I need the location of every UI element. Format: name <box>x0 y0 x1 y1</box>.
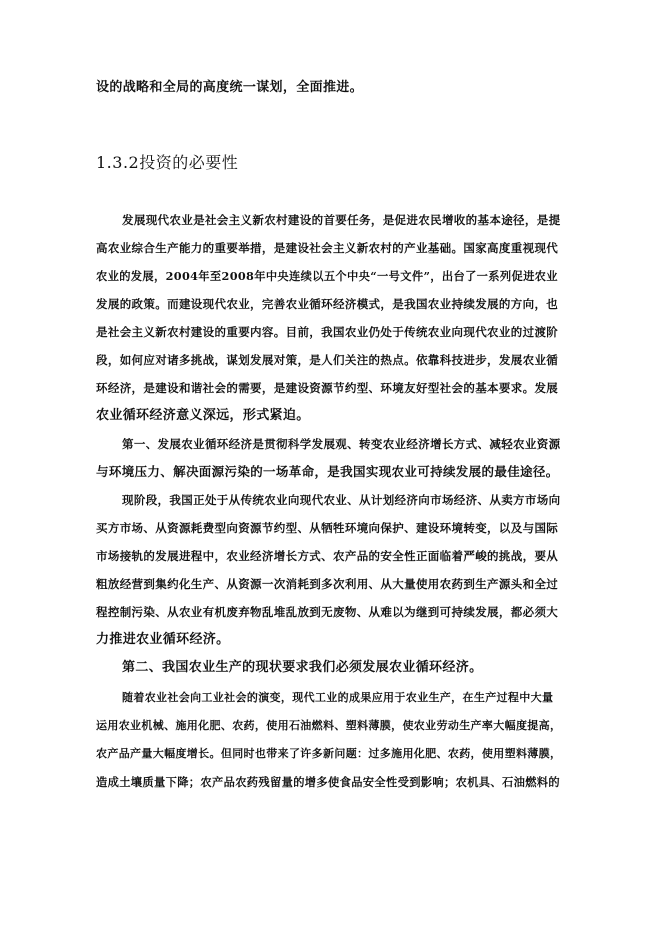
paragraph-line: 高农业综合生产能力的重要举措，是建设社会主义新农村的产业基础。国家高度重视现代 <box>96 241 559 255</box>
paragraph-line: 程控制污染、从农业有机废弃物乱堆乱放到无废物、从难以为继到可持续发展，都必须大 <box>96 605 559 619</box>
paragraph-line: 段，如何应对诸多挑战，谋划发展对策，是人们关注的热点。依靠科技进步，发展农业循 <box>96 353 559 367</box>
paragraph-line: 第二、我国农业生产的现状要求我们必须发展农业循环经济。 <box>122 660 483 675</box>
paragraph-line: 造成土壤质量下降；农产品农药残留量的增多使食品安全性受到影响；农机具、石油燃料的 <box>96 775 561 789</box>
paragraph-line: 粗放经营到集约化生产、从资源一次消耗到多次利用、从大量使用农药到生产源头和全过 <box>96 577 559 591</box>
paragraph-line: 是社会主义新农村建设的重要内容。目前，我国农业仍处于传统农业向现代农业的过渡阶 <box>96 325 559 339</box>
paragraph-line: 运用农业机械、施用化肥、农药，使用石油燃料、塑料薄膜，使农业劳动生产率大幅度提高， <box>96 719 562 732</box>
paragraph-line: 环经济，是建设和谐社会的需要，是建设资源节约型、环境友好型社会的基本要求。发展 <box>96 381 559 395</box>
paragraph-line: 与环境压力、解决面源污染的一场革命，是我国实现农业可持续发展的最佳途径。 <box>96 464 559 479</box>
paragraph-line: 发展的政策。而建设现代农业，完善农业循环经济模式，是我国农业持续发展的方向，也 <box>96 297 559 311</box>
paragraph-line: 农产品产量大幅度增长。但同时也带来了许多新问题：过多施用化肥、农药，使用塑料薄膜， <box>96 747 562 760</box>
paragraph-line: 买方市场、从资源耗费型向资源节约型、从牺牲环境向保护、建设环境转变，以及与国际 <box>96 521 559 535</box>
section-heading: 1.3.2投资的必要性 <box>96 153 239 172</box>
paragraph-line: 市场接轨的发展进程中，农业经济增长方式、农产品的安全性正面临着严峻的挑战，要从 <box>96 549 559 563</box>
paragraph-line: 第一、发展农业循环经济是贯彻科学发展观、转变农业经济增长方式、减轻农业资源 <box>122 437 561 451</box>
paragraph-line: 随着农业社会向工业社会的演变，现代工业的成果应用于农业生产，在生产过程中大量 <box>122 691 554 704</box>
paragraph-line: 农业的发展，2004年至2008年中央连续以五个中央“一号文件”，出台了一系列促进农业 <box>96 269 558 283</box>
paragraph-line: 现阶段，我国正处于从传统农业向现代农业、从计划经济向市场经济、从卖方市场向 <box>122 493 561 507</box>
paragraph-line: 发展现代农业是社会主义新农村建设的首要任务，是促进农民增收的基本途径，是提 <box>122 213 561 227</box>
paragraph-line: 农业循环经济意义深远，形式紧迫。 <box>96 408 310 423</box>
lead-text-line: 设的战略和全局的高度统一谋划，全面推进。 <box>96 80 364 95</box>
paragraph-line: 力推进农业循环经济。 <box>96 632 230 647</box>
